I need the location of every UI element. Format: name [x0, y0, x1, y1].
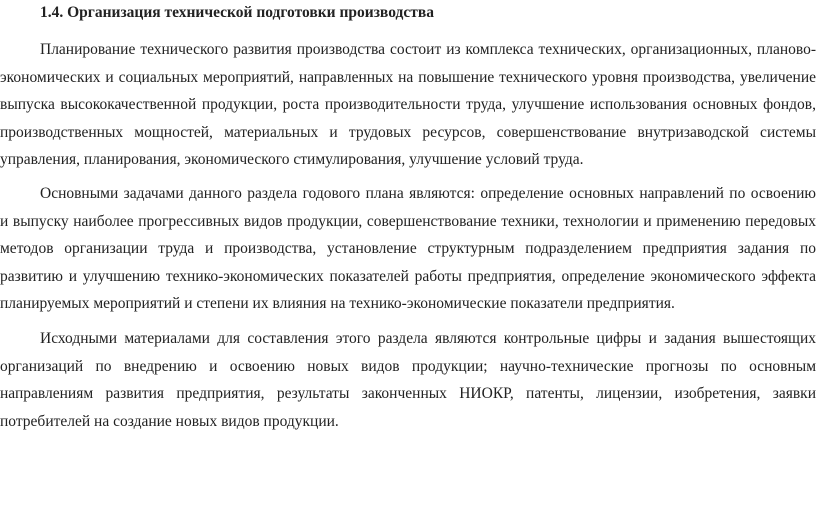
- paragraph-main-tasks: [0, 180, 816, 318]
- paragraph-line: организаций по внедрению и освоению новых видов продукции; научно-технические прогнозы по основным: [0, 357, 816, 375]
- paragraph-line: направлениям развития предприятия, результаты законченных НИОКР, патенты, лицензии, изобретения, заявки: [0, 385, 816, 402]
- paragraph-line: планируемых мероприятий и степени их влияния на технико-экономические показатели предприятия.: [0, 295, 675, 312]
- paragraph-line: Исходными материалами для составления этого раздела являются контрольные цифры и задания вышестоящих: [40, 330, 816, 347]
- paragraph-line: экономических и социальных мероприятий, направленных на повышение технического уровня производства, увеличение: [0, 68, 816, 86]
- paragraph-line: выпуска высококачественной продукции, роста производительности труда, улучшение использования основных фондов,: [0, 96, 816, 113]
- paragraph-line: и выпуску наиболее прогрессивных видов продукции, совершенствование техники, технологии и применению передовых: [0, 212, 816, 230]
- paragraph-line: управления, планирования, экономического стимулирования, улучшение условий труда.: [0, 151, 584, 168]
- paragraph-line: развитию и улучшению технико-экономических показателей работы предприятия, определение экономического эффекта: [0, 267, 816, 285]
- paragraph-line: Планирование технического развития производства состоит из комплекса технических, организационных, планово-: [40, 41, 816, 58]
- paragraph-source-materials: [0, 325, 816, 435]
- section-heading: 1.4. Организация технической подготовки производства: [40, 4, 434, 21]
- paragraph-line: потребителей на создание новых видов продукции.: [0, 412, 339, 430]
- paragraph-technical-development: [0, 36, 816, 174]
- paragraph-line: Основными задачами данного раздела годового плана являются: определение основных направлений по освоению: [40, 185, 816, 202]
- paragraph-line: методов организации труда и производства, установление структурным подразделением предприятия задания по: [0, 240, 816, 257]
- paragraph-line: производственных мощностей, материальных и трудовых ресурсов, совершенствование внутризаводской системы: [0, 123, 816, 141]
